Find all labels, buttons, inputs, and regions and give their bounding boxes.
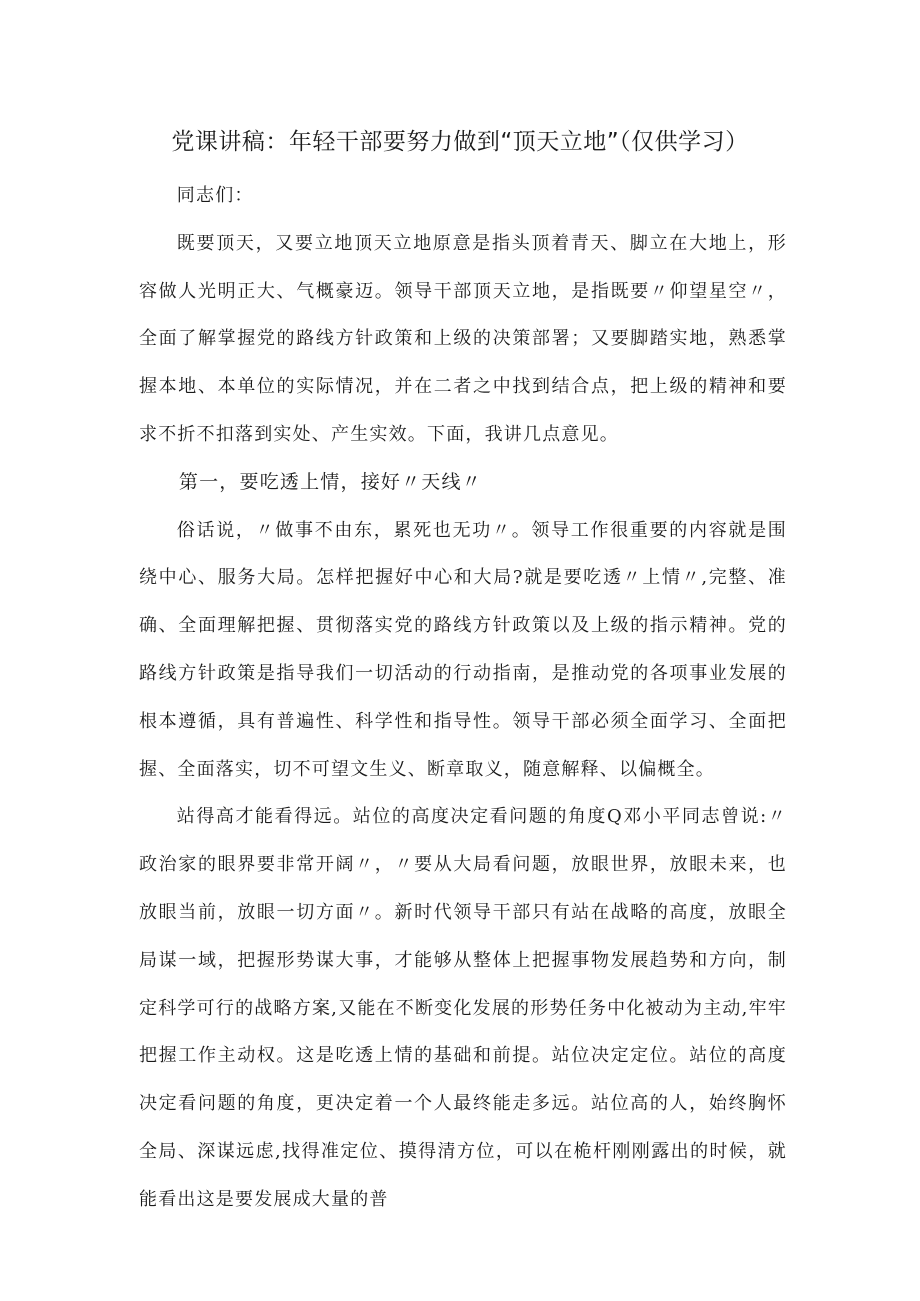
document-body: [139, 172, 787, 1224]
body-paragraph: 站得高才能看得远。站位的高度决定看问题的角度Q邓小平同志曾说:〃政治家的眼界要非常开阔〃，〃要从大局看问题，放眼世界，放眼未来，也放眼当前，放眼一切方面〃。新时代领导干部只有站在战略的高度，放眼全局谋一域，把握形势谋大事，才能够从整体上把握事物发展趋势和方向，制定科学可行的战略方案,又能在不断变化发展的形势任务中化被动为主动,牢牢把握工作主动权。这是吃透上情的基础和前提。站位决定定位。站位的高度决定看问题的角度，更决定着一个人最终能走多远。站位高的人，始终胸怀全局、深谋远虑,找得准定位、摸得清方位，可以在桅杆刚刚露出的时候，就能看出这是要发展成大量的普: [139, 806, 787, 1210]
section-heading: 第一，要吃透上情，接好〃天线〃: [178, 470, 482, 493]
document-title: 党课讲稿：年轻干部要努力做到“顶天立地”（仅供学习）: [171, 129, 749, 155]
body-paragraph: 俗话说，〃做事不由东，累死也无功〃。领导工作很重要的内容就是围绕中心、服务大局。怎样把握好中心和大局?就是要吃透〃上情〃,完整、准确、全面理解把握、贯彻落实党的路线方针政策以及上级的指示精神。党的路线方针政策是指导我们一切活动的行动指南，是推动党的各项事业发展的根本遵循，具有普遍性、科学性和指导性。领导干部必须全面学习、全面把握、全面落实，切不可望文生义、断章取义，随意解释、以偏概全。: [139, 519, 787, 780]
greeting-paragraph: 同志们：: [176, 185, 254, 206]
intro-paragraph: 既要顶天，又要立地顶天立地原意是指头顶着青天、脚立在大地上，形容做人光明正大、气概豪迈。领导干部顶天立地，是指既要〃仰望星空〃，全面了解掌握党的路线方针政策和上级的决策部署；又要脚踏实地，熟悉掌握本地、本单位的实际情况，并在二者之中找到结合点，把上级的精神和要求不折不扣落到实处、产生实效。下面，我讲几点意见。: [139, 232, 787, 445]
